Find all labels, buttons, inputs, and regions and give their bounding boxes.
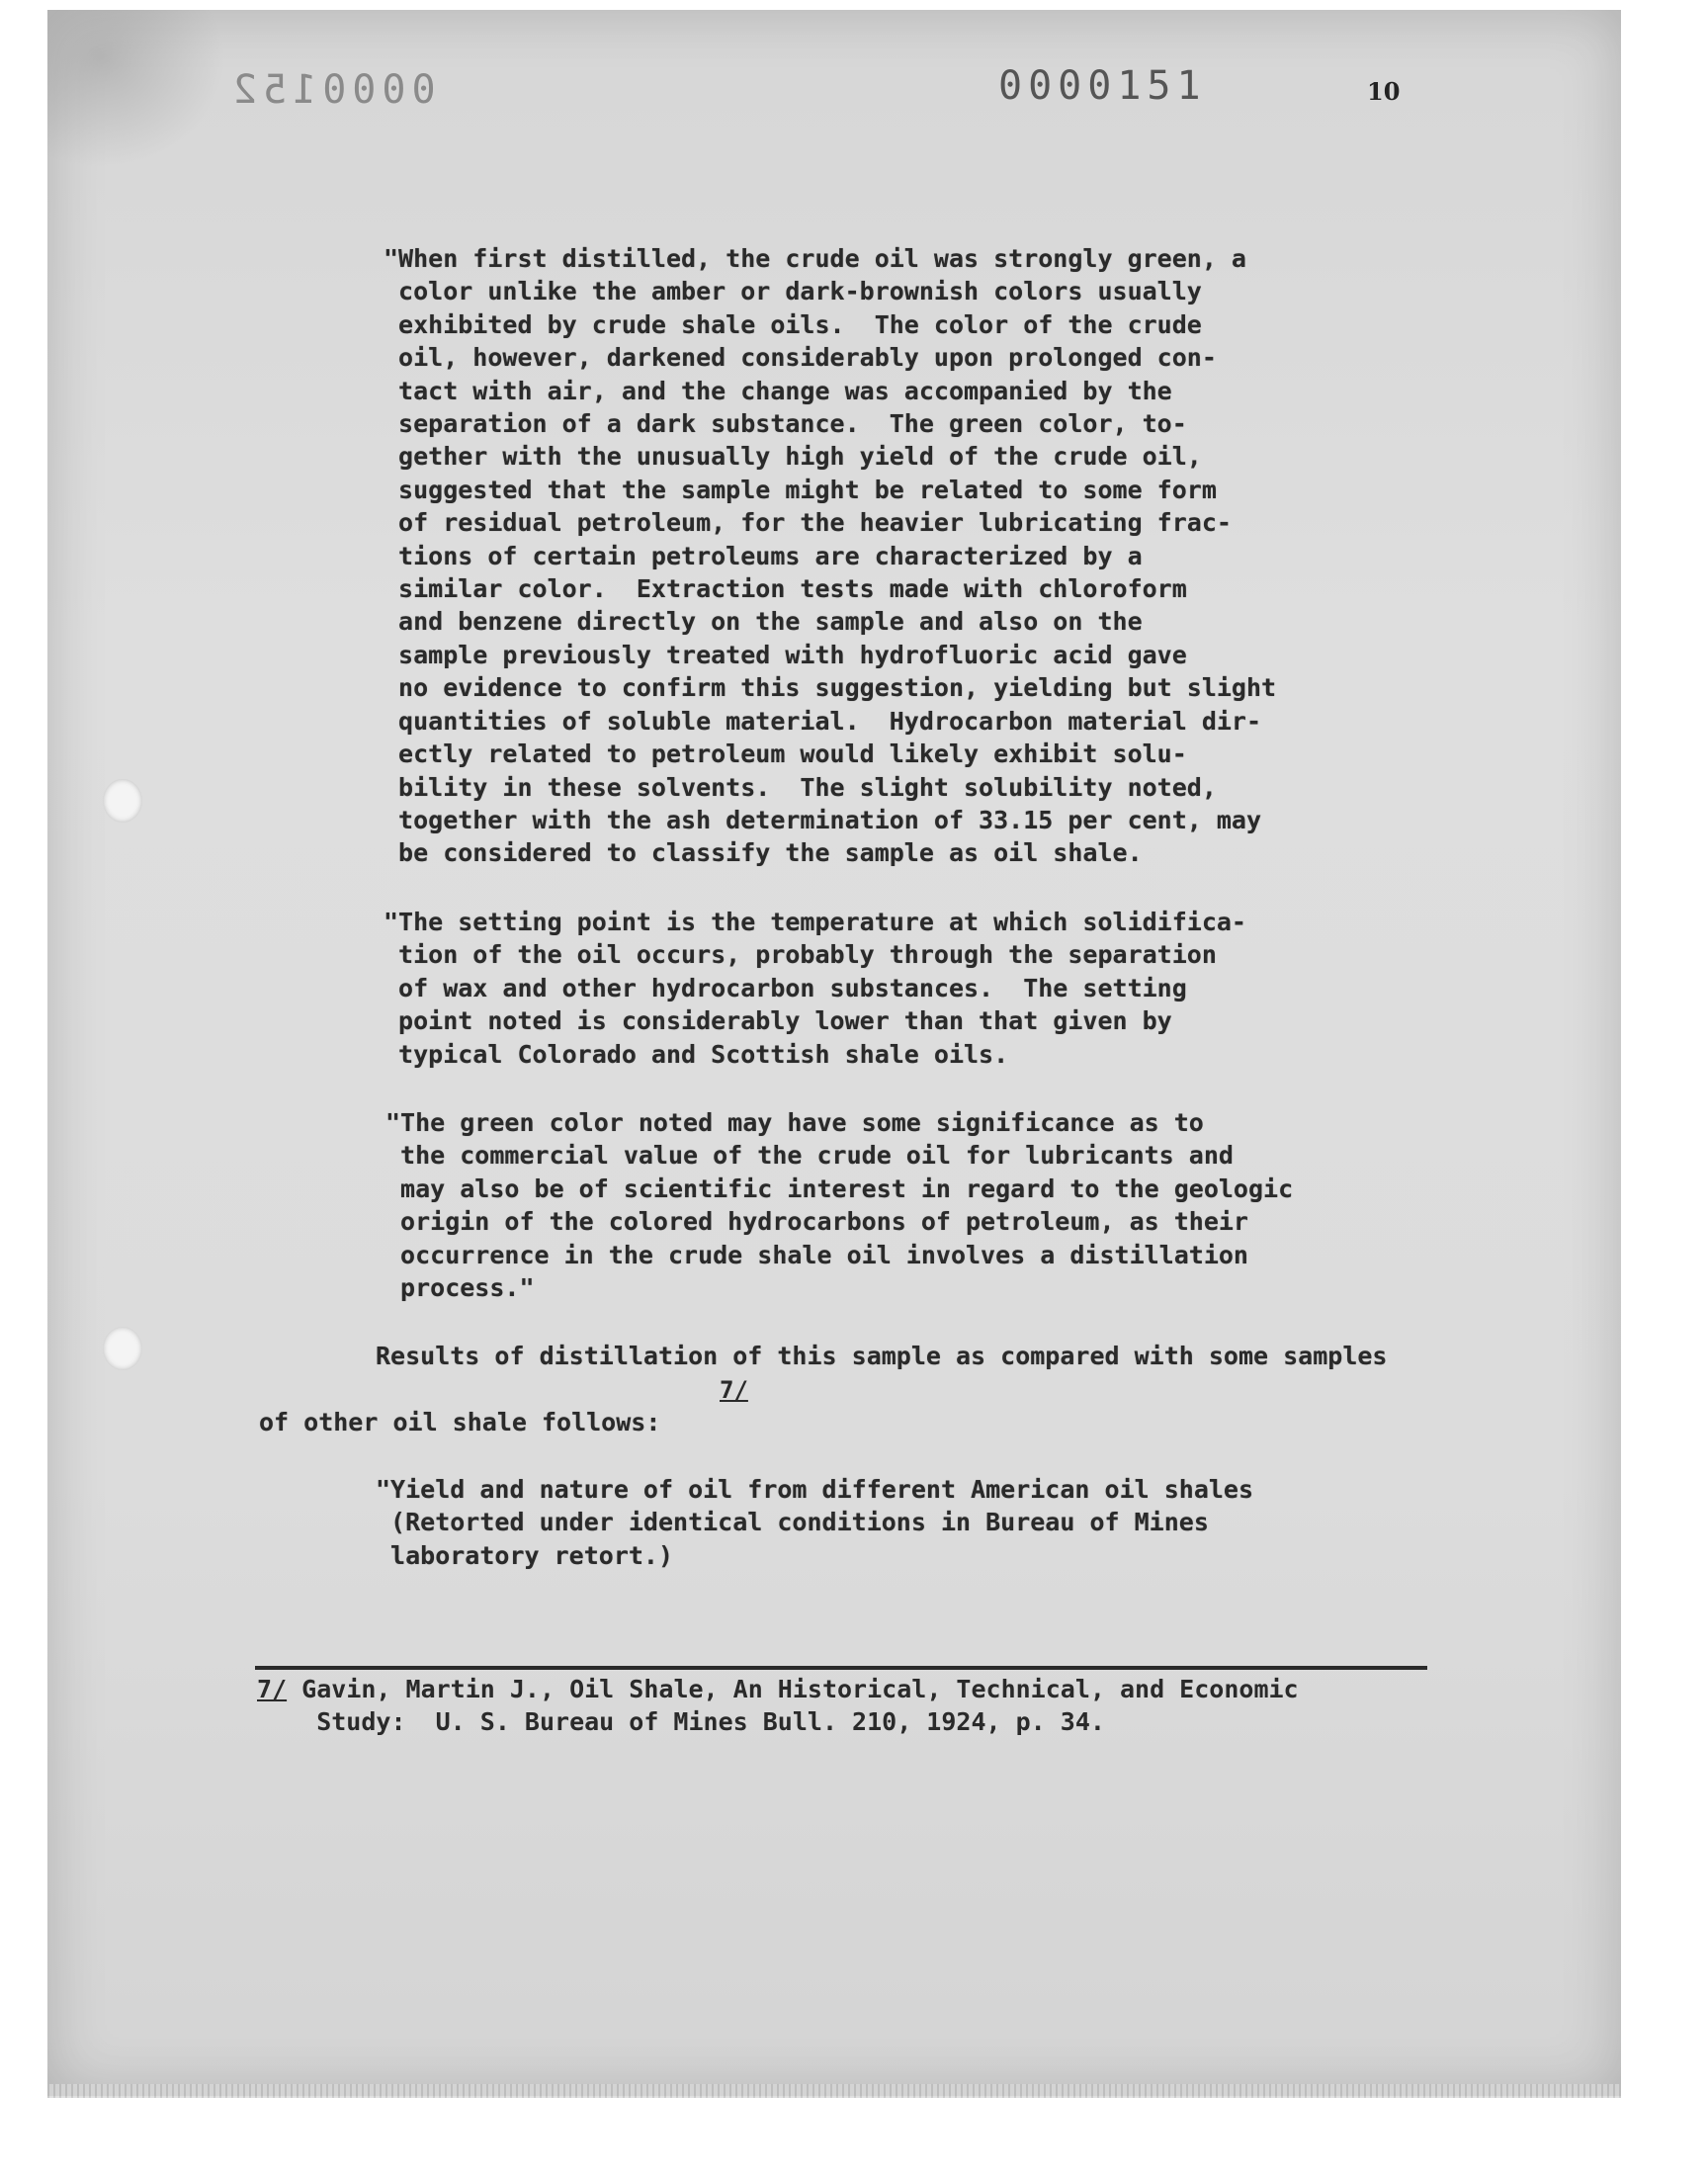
scan-edge	[47, 2084, 1621, 2098]
punch-hole	[103, 1327, 142, 1370]
punch-hole	[103, 779, 142, 823]
results-intro-line-2: of other oil shale follows:	[259, 1408, 661, 1436]
page-number: 10	[1367, 77, 1401, 106]
footnote-reference-marker: 7/	[720, 1376, 748, 1404]
page-stamp: 0000151	[998, 63, 1207, 109]
quote-paragraph-2: "The setting point is the temperature at which solidifica- tion of the oil occurs, probably through the separation of wax and other hydrocarbon substances. The setting point noted is considerably lower than that given by typical Colorado and Scottish shale oils.	[384, 908, 1246, 1069]
footnote-separator	[255, 1666, 1427, 1670]
footnote	[257, 1673, 1299, 1739]
table-title-quote: "Yield and nature of oil from different American oil shales (Retorted under identical conditions in Bureau of Mines laboratory retort.)	[376, 1475, 1254, 1570]
footnote-number: 7/	[257, 1675, 288, 1703]
quote-paragraph-1: "When first distilled, the crude oil was strongly green, a color unlike the amber or dark-brownish colors usually exhibited by crude shale oils. The color of the crude oil, however, darkened considerably upon prolonged con- tact with air, and the change was accompanied by the separation of a dark substance. The green color, to- gether with the unusually high yield of the crude oil, suggested that the sample might be related to some form of residual petroleum, for the heavier lubricating frac- tions of certain petroleums are characterized by a similar color. Extraction tests made with chloroform and benzene directly on the sample and also on the sample previously treated with hydrofluoric acid gave no evidence to confirm this suggestion, yielding but slight quantities of soluble material. Hydrocarbon material dir- ectly related to petroleum would likely exhibit solu- bility in these solvents. The slight solubility noted, together with the ash determination of 33.15 per cent, may be considered to classify the sample as oil shale.	[384, 244, 1277, 868]
scan-smudge	[47, 10, 225, 168]
footnote-text: Gavin, Martin J., Oil Shale, An Historical, Technical, and Economic Study: U. S. Bureau of Mines Bull. 210, 1924, p. 34.	[301, 1675, 1299, 1737]
quote-paragraph-3: "The green color noted may have some significance as to the commercial value of the crude oil for lubricants and may also be of scientific interest in regard to the geologic origin of the colored hydrocarbons of petroleum, as their occurrence in the crude shale oil involves a distillation process."	[385, 1108, 1294, 1303]
mirrored-page-stamp: 0000152	[227, 67, 436, 113]
results-intro-line-1: Results of distillation of this sample as compared with some samples	[376, 1342, 1388, 1370]
